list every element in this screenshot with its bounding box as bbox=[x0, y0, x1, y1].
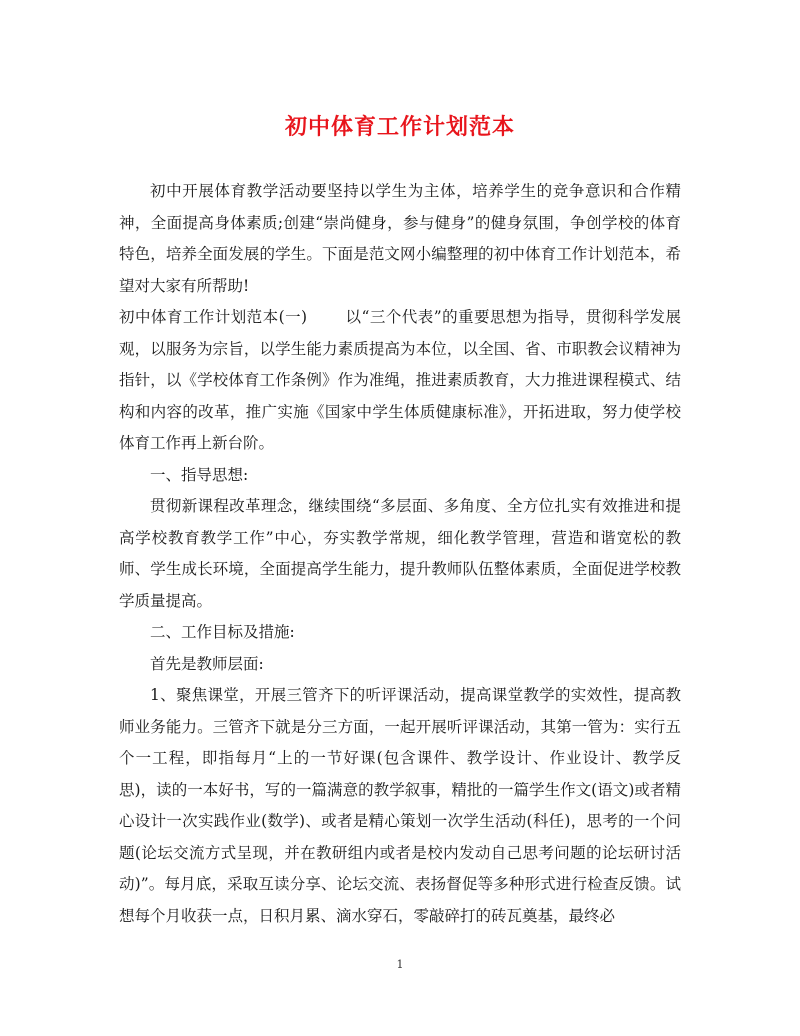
page-number: 1 bbox=[396, 958, 404, 971]
document-title: 初中体育工作计划范本 bbox=[284, 114, 515, 140]
guiding-thought-paragraph: 贯彻新课程改革理念，继续围绕“多层面、多角度、全方位扎实有效推进和提高学校教育教学工作”中心，夯实教学常规，细化教学管理，营造和谐宽松的教师、学生成长环境，全面提高学生能力，提升教师队伍整体素质，全面促进学校教学质量提高。 bbox=[119, 497, 681, 610]
teacher-level-line: 首先是教师层面: bbox=[150, 654, 264, 673]
document-body bbox=[119, 176, 681, 932]
section-one-text: 以“三个代表”的重要思想为指导，贯彻科学发展观，以服务为宗旨，以学生能力素质提高为本位，以全国、省、市职教会议精神为指针，以《学校体育工作条例》作为准绳，推进素质教育，大力推进课程模式、结构和内容的改革，推广实施《国家中学生体质健康标准》，开拓进取，努力使学校体育工作再上新台阶。 bbox=[119, 308, 681, 452]
heading-guiding-thought: 一、指导思想: bbox=[150, 465, 249, 484]
item-one-paragraph: 1、聚焦课堂，开展三管齐下的听评课活动，提高课堂教学的实效性，提高教师业务能力。三管齐下就是分三方面，一起开展听评课活动，其第一管为：实行五个一工程，即指每月“上的一节好课(包含课件、教学设计、作业设计、教学反思)，读的一本好书，写的一篇满意的教学叙事，精批的一篇学生作文(语文)或者精心设计一次实践作业(数学)、或者是精心策划一次学生活动(科任)，思考的一个问题(论坛交流方式呈现，并在教研组内或者是校内发动自己思考问题的论坛研讨活动)”。每月底，采取互读分享、论坛交流、表扬督促等多种形式进行检查反馈。试想每个月收获一点，日积月累、滴水穿石，零敲碎打的砖瓦奠基，最终必 bbox=[119, 686, 681, 925]
heading-goals-measures: 二、工作目标及措施: bbox=[150, 623, 295, 641]
intro-paragraph: 初中开展体育教学活动要坚持以学生为主体，培养学生的竞争意识和合作精神，全面提高身体素质;创建“崇尚健身，参与健身”的健身氛围，争创学校的体育特色，培养全面发展的学生。下面是范文网小编整理的初中体育工作计划范本，希望对大家有所帮助! bbox=[119, 182, 681, 295]
section-one-paragraph bbox=[119, 302, 681, 460]
section-one-heading: 初中体育工作计划范本(一) bbox=[119, 308, 308, 326]
